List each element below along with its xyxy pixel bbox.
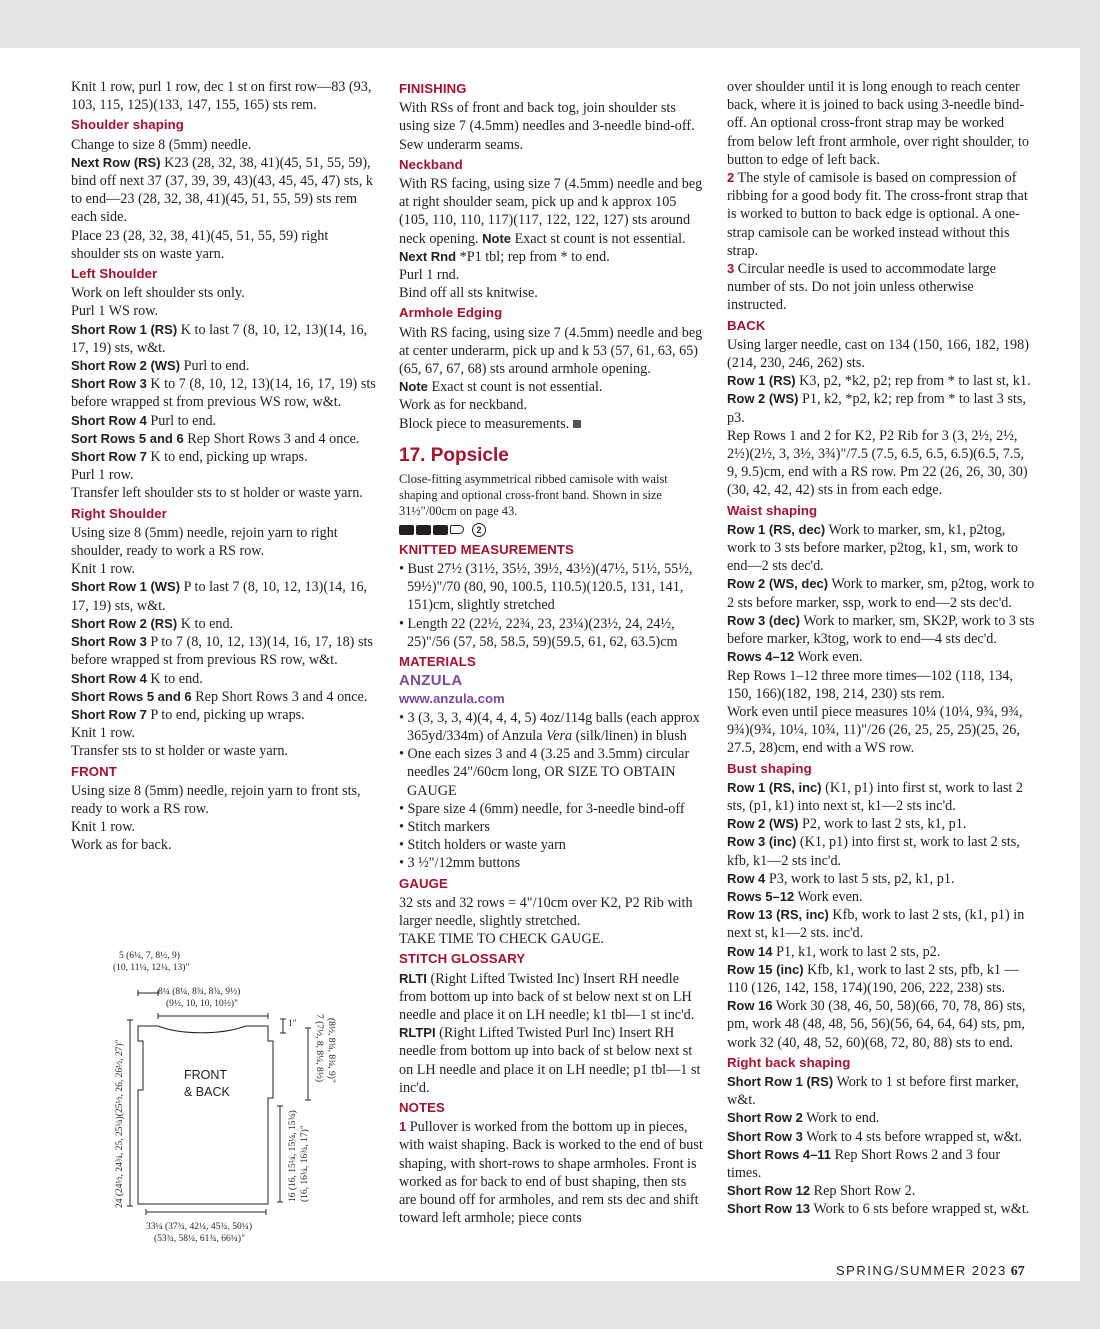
heading-front: FRONT bbox=[71, 763, 117, 779]
row-text: (K1, p1) into first st, work to last 2 sts, (p1, k1) into next st, k1—2 sts inc'd. bbox=[727, 779, 1023, 814]
paragraph: Transfer left shoulder sts to st holder or waste yarn. bbox=[71, 485, 363, 502]
row-text: Rep Short Rows 3 and 4 once. bbox=[183, 430, 360, 447]
row-text: *P1 tbl; rep from * to end. bbox=[456, 248, 610, 265]
instruction-row bbox=[727, 372, 1035, 390]
instruction-row bbox=[71, 430, 376, 448]
text: (silk/linen) in blush bbox=[572, 727, 687, 744]
heading-armhole-edging: Armhole Edging bbox=[399, 305, 503, 321]
instruction-row bbox=[399, 248, 706, 266]
row-label: Row 3 (dec) bbox=[727, 612, 800, 628]
page-footer bbox=[836, 1263, 1025, 1280]
row-label: Short Row 2 bbox=[727, 1110, 803, 1126]
row-text: K3, p2, *k2, p2; rep from * to last st, k1. bbox=[795, 373, 1031, 390]
row-label: Short Row 7 bbox=[71, 706, 147, 722]
glossary-entry bbox=[399, 970, 706, 1025]
instruction-row bbox=[71, 375, 376, 411]
instruction-row bbox=[71, 412, 376, 430]
dim-neck-width: 8¼ (8¼, 8¾, 8¾, 9½) bbox=[158, 987, 241, 997]
instruction-row bbox=[71, 154, 376, 227]
instruction-row bbox=[71, 688, 376, 706]
note-text: Exact st count is not essential. bbox=[511, 230, 686, 247]
row-label: Row 4 bbox=[727, 870, 766, 886]
paragraph: Knit 1 row. bbox=[71, 725, 136, 742]
row-label: Short Row 2 (WS) bbox=[71, 358, 181, 374]
row-text: P to end, picking up wraps. bbox=[146, 706, 305, 723]
note bbox=[727, 260, 1035, 315]
row-text: K23 (28, 32, 38, 41)(45, 51, 55, 59), bind off next 37 (37, 39, 39, 43)(43, 45, 45, 47) sts, k to end—23 (28, 32, 38, 41)(45, 51, 55, 59) sts rem each side. bbox=[71, 154, 373, 226]
list-item: • One each sizes 3 and 4 (3.25 and 3.5mm) circular needles 24"/60cm long, OR SIZE TO OBTAIN GAUGE bbox=[399, 745, 706, 800]
paragraph: Work as for neckband. bbox=[399, 397, 528, 414]
heading-bust-shaping: Bust shaping bbox=[727, 760, 812, 776]
heading-left-shoulder: Left Shoulder bbox=[71, 266, 158, 282]
definition: (Right Lifted Twisted Inc) Insert RH needle from bottom up into back of st below next st on LH needle and place it on LH needle; k1 tbl—1 st inc'd. bbox=[399, 970, 695, 1023]
yarn-name: Vera bbox=[546, 727, 573, 744]
instruction-row bbox=[727, 997, 1035, 1052]
dim-bottom-2: (53¾, 58¼, 61¾, 66¼)" bbox=[154, 1234, 245, 1244]
dim-length: 24 (24½, 24¾, 25, 25¼)(25½, 26, 26½, 27)" bbox=[115, 1039, 125, 1208]
measurements-list bbox=[399, 560, 706, 651]
paragraph: Knit 1 row. bbox=[71, 819, 136, 836]
row-text: P2, work to last 2 sts, k1, p1. bbox=[798, 816, 967, 833]
paragraph: Bind off all sts knitwise. bbox=[399, 285, 538, 302]
instruction-row bbox=[727, 906, 1035, 942]
paragraph: Knit 1 row. bbox=[71, 561, 136, 578]
row-label: Row 3 (inc) bbox=[727, 834, 797, 850]
row-text: K to end. bbox=[177, 615, 234, 632]
row-label: Short Row 3 bbox=[727, 1128, 803, 1144]
instruction-row bbox=[727, 961, 1035, 997]
instruction-row bbox=[727, 943, 1035, 961]
dim-strap: 1" bbox=[288, 1019, 297, 1029]
paragraph: With RSs of front and back tog, join shoulder sts using size 7 (4.5mm) needles and 3-needle bind-off. Sew underarm seams. bbox=[399, 100, 695, 153]
skill-bar-filled bbox=[433, 525, 448, 535]
paragraph: Purl 1 row. bbox=[71, 467, 134, 484]
note-text: The style of camisole is based on compression of ribbing for a good body fit. The cross-front strap that is worked to button to back edge is optional. A one-strap camisole can be worked instead without this strap. bbox=[727, 170, 1028, 259]
row-label: Short Row 7 bbox=[71, 449, 147, 465]
row-label: Short Row 3 bbox=[71, 634, 147, 650]
row-text: P to 7 (8, 10, 12, 13)(14, 16, 17, 18) sts before wrapped st from previous RS row, w&t. bbox=[71, 634, 373, 669]
dim-armhole: 7 (7½, 8, 8¼, 8½) bbox=[314, 1014, 324, 1083]
dim-armhole-2: (8½, 8¾, 8¾, 9)" bbox=[326, 1018, 336, 1083]
row-text: Kfb, work to last 2 sts, (k1, p1) in next st, k1—2 sts. inc'd. bbox=[727, 907, 1025, 942]
instruction-row bbox=[727, 612, 1035, 648]
row-label: Row 13 (RS, inc) bbox=[727, 907, 829, 923]
row-label: Short Row 3 bbox=[71, 376, 147, 392]
instruction-row bbox=[727, 815, 1035, 833]
row-label: Short Row 4 bbox=[71, 670, 147, 686]
paragraph: Using size 8 (5mm) needle, rejoin yarn to front sts, ready to work a RS row. bbox=[71, 782, 361, 817]
instruction-row bbox=[727, 1073, 1035, 1109]
row-text: Work to end. bbox=[802, 1110, 880, 1127]
instruction-row bbox=[71, 633, 376, 669]
note-label: Note bbox=[399, 379, 428, 395]
heading-gauge: GAUGE bbox=[399, 875, 448, 891]
row-text: P1, k1, work to last 2 sts, p2. bbox=[772, 943, 941, 960]
instruction-row bbox=[71, 357, 376, 375]
row-text: Work to marker, sm, p2tog, work to 2 sts before marker, ssp, work to end—2 sts dec'd. bbox=[727, 576, 1035, 611]
end-square-icon bbox=[573, 420, 581, 428]
list-item: • Stitch markers bbox=[399, 818, 706, 836]
paragraph: With RS facing, using size 7 (4.5mm) needle and beg at center underarm, pick up and k 53 (57, 61, 63, 65)(65, 67, 67, 68) sts around armhole opening. bbox=[399, 324, 703, 378]
magazine-page bbox=[0, 48, 1080, 1281]
row-label: Short Row 1 (RS) bbox=[71, 321, 178, 337]
materials-list bbox=[399, 709, 706, 873]
note-number: 1 bbox=[399, 1119, 407, 1135]
skill-level-icon bbox=[399, 523, 706, 537]
row-text: K to 7 (8, 10, 12, 13)(14, 16, 17, 19) sts before wrapped st from previous WS row, w&t. bbox=[71, 376, 376, 411]
row-label: Row 1 (RS, dec) bbox=[727, 521, 826, 537]
instruction-row bbox=[71, 321, 376, 357]
paragraph: 32 sts and 32 rows = 4"/10cm over K2, P2 Rib with larger needle, slightly stretched. bbox=[399, 894, 693, 929]
garment-schematic bbox=[108, 900, 348, 1244]
paragraph: over shoulder until it is long enough to reach center back, where it is joined to back using 3-needle bind-off. An optional cross-front strap may be worked from below left front armhole, over right shoulder, to button to edge of left back. bbox=[727, 79, 1030, 168]
paragraph: Change to size 8 (5mm) needle. bbox=[71, 136, 252, 153]
row-text: P1, k2, *p2, k2; rep from * to last 3 sts, p3. bbox=[727, 391, 1026, 426]
list-item: • 3 ½"/12mm buttons bbox=[399, 854, 706, 872]
row-text: (K1, p1) into first st, work to last 2 sts, kfb, k1—2 sts inc'd. bbox=[727, 834, 1020, 869]
skill-bar-filled bbox=[416, 525, 431, 535]
paragraph: Work even until piece measures 10¼ (10¼, 9¾, 9¾, 9¾)(9¾, 10¼, 10¾, 11)"/26 (26, 25, 25, 25)(25, 26, 27.5, 28)cm, end with a WS row. bbox=[727, 703, 1023, 757]
magazine-issue: SPRING/SUMMER 2023 bbox=[836, 1263, 1007, 1278]
list-item: • Bust 27½ (31½, 35½, 39½, 43½)(47½, 51½, 55½, 59½)"/70 (80, 90, 100.5, 110.5)(120.5, 131, 141, 151)cm, slightly stretched bbox=[399, 560, 706, 615]
row-label: Short Row 4 bbox=[71, 412, 147, 428]
brand-url[interactable]: www.anzula.com bbox=[399, 691, 505, 707]
paragraph: Rep Rows 1–12 three more times—102 (118, 134, 150, 166)(182, 198, 214, 230) sts rem. bbox=[727, 667, 1013, 702]
note-text: Pullover is worked from the bottom up in pieces, with waist shaping. Back is worked to the end of bust shaping, with short-rows to shape armholes. Front is worked as for back to end of bust shaping, then sts are bound off for armholes, and rem sts dec and shift toward left armhole; piece conts bbox=[399, 1119, 703, 1227]
row-label: Short Row 2 (RS) bbox=[71, 615, 178, 631]
paragraph: TAKE TIME TO CHECK GAUGE. bbox=[399, 931, 604, 948]
paragraph: Purl 1 WS row. bbox=[71, 303, 159, 320]
instruction-row bbox=[727, 648, 1035, 666]
row-label: Row 16 bbox=[727, 998, 773, 1014]
row-label: Row 15 (inc) bbox=[727, 961, 804, 977]
row-text: Work 30 (38, 46, 50, 58)(66, 70, 78, 86) sts, pm, work 48 (48, 48, 56, 56)(56, 64, 64, 64) sts, pm, work 32 (40, 48, 52, 60)(68, 72, 80, 88) sts to end. bbox=[727, 998, 1026, 1051]
note-label: Note bbox=[482, 230, 512, 246]
column-3 bbox=[727, 78, 1035, 1219]
heading-right-shoulder: Right Shoulder bbox=[71, 505, 167, 521]
dim-top-width-2: (10, 11¼, 12¼, 13)" bbox=[113, 963, 190, 973]
row-text: Work to 4 sts before wrapped st, w&t. bbox=[802, 1128, 1023, 1145]
list-item: • Length 22 (22½, 22¾, 23, 23¼)(23½, 24, 24½, 25)"/56 (57, 58, 58.5, 59)(59.5, 61, 62, 63.5)cm bbox=[399, 615, 706, 651]
list-item bbox=[399, 709, 706, 745]
row-label: Row 2 (WS) bbox=[727, 391, 799, 407]
heading-notes: NOTES bbox=[399, 1099, 445, 1115]
instruction-row bbox=[71, 448, 376, 466]
note bbox=[727, 169, 1035, 260]
row-label: Row 2 (WS) bbox=[727, 816, 799, 832]
row-label: Rows 4–12 bbox=[727, 649, 795, 665]
row-label: Short Row 12 bbox=[727, 1183, 811, 1199]
paragraph bbox=[399, 415, 706, 433]
heading-shoulder-shaping: Shoulder shaping bbox=[71, 117, 184, 133]
pattern-intro: Close-fitting asymmetrical ribbed camisole with waist shaping and optional cross-front band. Shown in size 31½"/00cm on page 43. bbox=[399, 471, 668, 518]
instruction-row bbox=[727, 1128, 1035, 1146]
text: With RS facing, using size 7 (4.5mm) needle and beg at right shoulder seam, pick up and k approx 105 (105, 110, 110, 117)(117, 122, 122, 127) sts around neck opening. bbox=[399, 176, 703, 247]
dim-neck-width-2: (9½, 10, 10, 10½)" bbox=[166, 999, 238, 1009]
yarn-weight-icon: 2 bbox=[472, 523, 486, 537]
paragraph bbox=[399, 175, 706, 248]
heading-neckband: Neckband bbox=[399, 156, 463, 172]
note-text: Circular needle is used to accommodate large number of sts. Do not join unless otherwise instructed. bbox=[727, 261, 996, 314]
row-label: Next Rnd bbox=[399, 248, 457, 264]
list-item: • Stitch holders or waste yarn bbox=[399, 836, 706, 854]
heading-knitted-measurements: KNITTED MEASUREMENTS bbox=[399, 541, 574, 557]
row-text: K to end. bbox=[146, 670, 203, 687]
text: 3 (3, 3, 3, 4)(4, 4, 4, 5) 4oz/114g balls (each approx 365yd/334m) of Anzula bbox=[407, 709, 700, 744]
schematic-label-front: FRONT bbox=[184, 1068, 228, 1082]
page-number: 67 bbox=[1010, 1264, 1025, 1279]
term: RLTPI bbox=[399, 1025, 436, 1041]
definition: (Right Lifted Twisted Purl Inc) Insert RH needle from bottom up into back of st below next st on LH needle and place it on LH needle; p1 tbl—1 st inc'd. bbox=[399, 1025, 701, 1096]
row-text: Rep Short Rows 2 and 3 four times. bbox=[727, 1146, 1001, 1181]
row-text: Work to 6 sts before wrapped st, w&t. bbox=[810, 1201, 1030, 1218]
heading-finishing: FINISHING bbox=[399, 81, 467, 96]
note-number: 3 bbox=[727, 261, 735, 277]
row-text: Work to marker, sm, k1, p2tog, work to 3 sts before marker, p2tog, k1, sm, work to end—2 sts dec'd. bbox=[727, 521, 1019, 575]
row-text: Rep Short Rows 3 and 4 once. bbox=[191, 688, 368, 705]
paragraph: Work on left shoulder sts only. bbox=[71, 285, 245, 302]
instruction-row bbox=[727, 870, 1035, 888]
paragraph: Using larger needle, cast on 134 (150, 166, 182, 198)(214, 230, 246, 262) sts. bbox=[727, 336, 1029, 372]
paragraph: Purl 1 rnd. bbox=[399, 267, 460, 284]
paragraph bbox=[399, 378, 706, 396]
row-text: P to last 7 (8, 10, 12, 13)(14, 16, 17, 19) sts, w&t. bbox=[71, 579, 368, 614]
row-label: Short Row 13 bbox=[727, 1201, 811, 1217]
schematic-drawing bbox=[108, 900, 348, 1220]
instruction-row bbox=[727, 521, 1035, 576]
brand-name: ANZULA bbox=[399, 672, 463, 690]
row-text: Kfb, k1, work to last 2 sts, pfb, k1 — 110 (126, 142, 158, 174)(190, 206, 222, 238) sts. bbox=[727, 961, 1019, 996]
term: RLTI bbox=[399, 970, 427, 986]
instruction-row bbox=[727, 1182, 1035, 1200]
list-item: • Spare size 4 (6mm) needle, for 3-needle bind-off bbox=[399, 800, 706, 818]
note-text: Exact st count is not essential. bbox=[427, 379, 603, 396]
dim-side: 16 (16, 15¼, 15¼, 15¾) bbox=[288, 1110, 298, 1202]
instruction-row bbox=[71, 706, 376, 724]
row-text: Rep Short Row 2. bbox=[810, 1183, 916, 1200]
instruction-row bbox=[727, 1109, 1035, 1127]
skill-bar-filled bbox=[399, 525, 414, 535]
row-label: Row 14 bbox=[727, 943, 773, 959]
instruction-row bbox=[727, 1200, 1035, 1218]
row-label: Short Row 1 (RS) bbox=[727, 1073, 834, 1089]
column-2 bbox=[399, 78, 706, 1227]
row-label: Row 1 (RS) bbox=[727, 373, 796, 389]
row-text: Work to marker, sm, SK2P, work to 3 sts before marker, k3tog, work to end—4 sts dec'd. bbox=[727, 612, 1035, 648]
heading-back: BACK bbox=[727, 317, 766, 333]
glossary-entry bbox=[399, 1024, 706, 1097]
row-text: Work to 1 st before first marker, w&t. bbox=[727, 1073, 1019, 1109]
instruction-row bbox=[727, 1146, 1035, 1182]
row-label: Next Row (RS) bbox=[71, 154, 161, 170]
note-number: 2 bbox=[727, 170, 735, 186]
instruction-row bbox=[71, 615, 376, 633]
row-label: Row 1 (RS, inc) bbox=[727, 779, 822, 795]
instruction-row bbox=[727, 833, 1035, 869]
row-text: P3, work to last 5 sts, p2, k1, p1. bbox=[765, 870, 955, 887]
instruction-row bbox=[71, 670, 376, 688]
dim-top-width: 5 (6¼, 7, 8½, 9) bbox=[119, 951, 180, 961]
row-text: Work even. bbox=[794, 888, 863, 905]
paragraph: Rep Rows 1 and 2 for K2, P2 Rib for 3 (3, 2½, 2½, 2½)(2½, 3, 3½, 3¾)"/7.5 (7.5, 6.5, 6.5, 6.5)(6.5, 7.5, 9, 9.5)cm, end with a RS row. Pm 22 (26, 26, 30, 30)(30, 42, 42, 42) sts in from each edge. bbox=[727, 427, 1028, 499]
row-text: Purl to end. bbox=[180, 358, 250, 375]
paragraph: Place 23 (28, 32, 38, 41)(45, 51, 55, 59) right shoulder sts on waste yarn. bbox=[71, 227, 329, 262]
row-text: Work even. bbox=[794, 649, 863, 666]
instruction-row bbox=[727, 779, 1035, 815]
skill-bar-empty bbox=[450, 525, 464, 534]
paragraph: Knit 1 row, purl 1 row, dec 1 st on first row—83 (93, 103, 115, 125)(133, 147, 155, 165) sts rem. bbox=[71, 79, 372, 114]
row-label: Short Rows 4–11 bbox=[727, 1146, 832, 1162]
heading-waist-shaping: Waist shaping bbox=[727, 502, 818, 518]
row-label: Sort Rows 5 and 6 bbox=[71, 430, 184, 446]
note bbox=[399, 1118, 706, 1227]
heading-right-back-shaping: Right back shaping bbox=[727, 1054, 851, 1070]
row-label: Short Row 1 (WS) bbox=[71, 579, 181, 595]
dim-side-2: (16, 16¼, 16¾, 17)" bbox=[300, 1125, 310, 1202]
paragraph: Work as for back. bbox=[71, 837, 172, 854]
heading-materials: MATERIALS bbox=[399, 654, 476, 670]
instruction-row bbox=[727, 575, 1035, 611]
instruction-row bbox=[71, 578, 376, 614]
instruction-row bbox=[727, 390, 1035, 426]
paragraph: Using size 8 (5mm) needle, rejoin yarn to right shoulder, ready to work a RS row. bbox=[71, 524, 338, 560]
row-text: Purl to end. bbox=[146, 412, 217, 429]
text: Block piece to measurements. bbox=[399, 415, 570, 432]
row-label: Row 2 (WS, dec) bbox=[727, 576, 829, 592]
row-label: Rows 5–12 bbox=[727, 888, 795, 904]
schematic-label-back: & BACK bbox=[184, 1085, 230, 1099]
row-text: K to last 7 (8, 10, 12, 13)(14, 16, 17, 19) sts, w&t. bbox=[71, 321, 368, 356]
row-text: K to end, picking up wraps. bbox=[146, 449, 308, 466]
pattern-title: 17. Popsicle bbox=[399, 444, 509, 466]
column-1 bbox=[71, 78, 376, 855]
dim-bottom: 33¼ (37¾, 42¼, 45¾, 50¼) bbox=[146, 1222, 253, 1232]
heading-stitch-glossary: STITCH GLOSSARY bbox=[399, 951, 526, 967]
instruction-row bbox=[727, 888, 1035, 906]
paragraph: Transfer sts to st holder or waste yarn. bbox=[71, 743, 288, 760]
row-label: Short Rows 5 and 6 bbox=[71, 688, 192, 704]
